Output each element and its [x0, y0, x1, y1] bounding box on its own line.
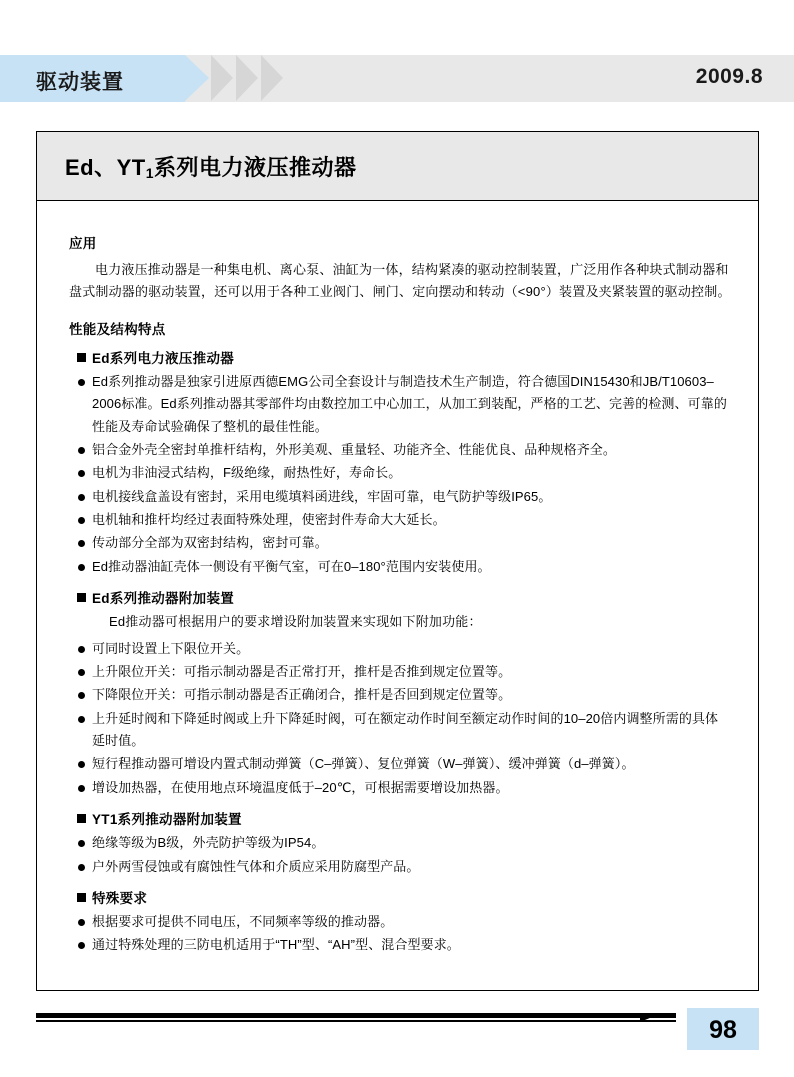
footer-rules	[36, 1013, 676, 1022]
footer-rule-thick	[36, 1013, 676, 1018]
footer-rule-tail-icon	[640, 1013, 662, 1022]
list-item: 上升延时阀和下降延时阀或上升下降延时阀，可在额定动作时间至额定动作时间的10–20倍内调整所需的具体延时值。	[69, 708, 731, 753]
content-panel	[36, 131, 759, 991]
square-bullet-icon	[77, 353, 86, 362]
list-item: 短行程推动器可增设内置式制动弹簧（C–弹簧）、复位弹簧（W–弹簧）、缓冲弹簧（d–弹簧）。	[69, 753, 731, 775]
list-item: Ed系列推动器是独家引进原西德EMG公司全套设计与制造技术生产制造，符合德国DIN15430和JB/T10603–2006标准。Ed系列推动器其零部件均由数控加工中心加工，从加工到装配，严格的工艺、完善的检测、可靠的性能及寿命试验确保了整机的最佳性能。	[69, 371, 731, 438]
subheading-special-requirements-label: 特殊要求	[92, 890, 148, 906]
list-item: 通过特殊处理的三防电机适用于“TH”型、“AH”型、混合型要求。	[69, 934, 731, 956]
list-item: 电机接线盒盖设有密封，采用电缆填料函进线，牢固可靠，电气防护等级IP65。	[69, 486, 731, 508]
list-item: 根据要求可提供不同电压，不同频率等级的推动器。	[69, 911, 731, 933]
footer-rule-thin	[36, 1020, 676, 1022]
page-number-badge	[687, 1008, 759, 1050]
list-item: 户外两雪侵蚀或有腐蚀性气体和介质应采用防腐型产品。	[69, 856, 731, 878]
list-item: 上升限位开关：可指示制动器是否正常打开，推杆是否推到规定位置等。	[69, 661, 731, 683]
paragraph-application: 电力液压推动器是一种集电机、离心泵、油缸为一体，结构紧凑的驱动控制装置，广泛用作各种块式制动器和盘式制动器的驱动装置，还可以用于各种工业阀门、闸门、定向摆动和转动（<90°）装置及夹紧装置的驱动控制。	[69, 262, 731, 300]
subheading-yt1-attachments-label: YT1系列推动器附加装置	[92, 812, 242, 828]
list-item: 铝合金外壳全密封单推杆结构，外形美观、重量轻、功能齐全、性能优良、品种规格齐全。	[69, 439, 731, 461]
list-item: 增设加热器，在使用地点环境温度低于–20℃，可根据需要增设加热器。	[69, 777, 731, 799]
subheading-ed-attachments	[77, 587, 731, 607]
subheading-ed-series	[77, 347, 731, 367]
square-bullet-icon	[77, 593, 86, 602]
page-number: 98	[709, 1016, 737, 1044]
header-title: 驱动装置	[36, 71, 124, 94]
chevron-decor-1-icon	[211, 55, 233, 101]
heading-performance: 性能及结构特点	[69, 321, 166, 337]
list-item: 传动部分全部为双密封结构，密封可靠。	[69, 532, 731, 554]
list-item: 可同时设置上下限位开关。	[69, 638, 731, 660]
square-bullet-icon	[77, 814, 86, 823]
page-header	[0, 55, 794, 102]
subheading-ed-attachments-label: Ed系列推动器附加装置	[92, 591, 235, 607]
list-item: 绝缘等级为B级，外壳防护等级为IP54。	[69, 832, 731, 854]
product-title-rest: 系列电力液压推动器	[154, 155, 357, 180]
product-title-main: Ed、YT	[65, 155, 146, 180]
heading-application: 应用	[69, 236, 97, 251]
product-title-bar	[37, 132, 758, 201]
subheading-ed-series-label: Ed系列电力液压推动器	[92, 350, 235, 366]
chevron-decor-3-icon	[261, 55, 283, 101]
page-title	[65, 151, 357, 182]
square-bullet-icon	[77, 893, 86, 902]
document-body	[37, 202, 758, 958]
subheading-special-requirements	[77, 887, 731, 907]
subheading-yt1-attachments	[77, 808, 731, 828]
product-title-subscript: 1	[145, 165, 155, 181]
header-date: 2009.8	[695, 65, 763, 88]
list-item: 电机为非油浸式结构，F级绝缘，耐热性好，寿命长。	[69, 462, 731, 484]
list-item: Ed推动器油缸壳体一侧设有平衡气室，可在0–180°范围内安装使用。	[69, 556, 731, 578]
header-blue-arrow	[185, 55, 209, 101]
list-item: 电机轴和推杆均经过表面特殊处理，使密封件寿命大大延长。	[69, 509, 731, 531]
note-ed-attachments: Ed推动器可根据用户的要求增设附加装置来实现如下附加功能：	[109, 614, 482, 630]
list-item: 下降限位开关：可指示制动器是否正确闭合，推杆是否回到规定位置等。	[69, 684, 731, 706]
chevron-decor-2-icon	[236, 55, 258, 101]
